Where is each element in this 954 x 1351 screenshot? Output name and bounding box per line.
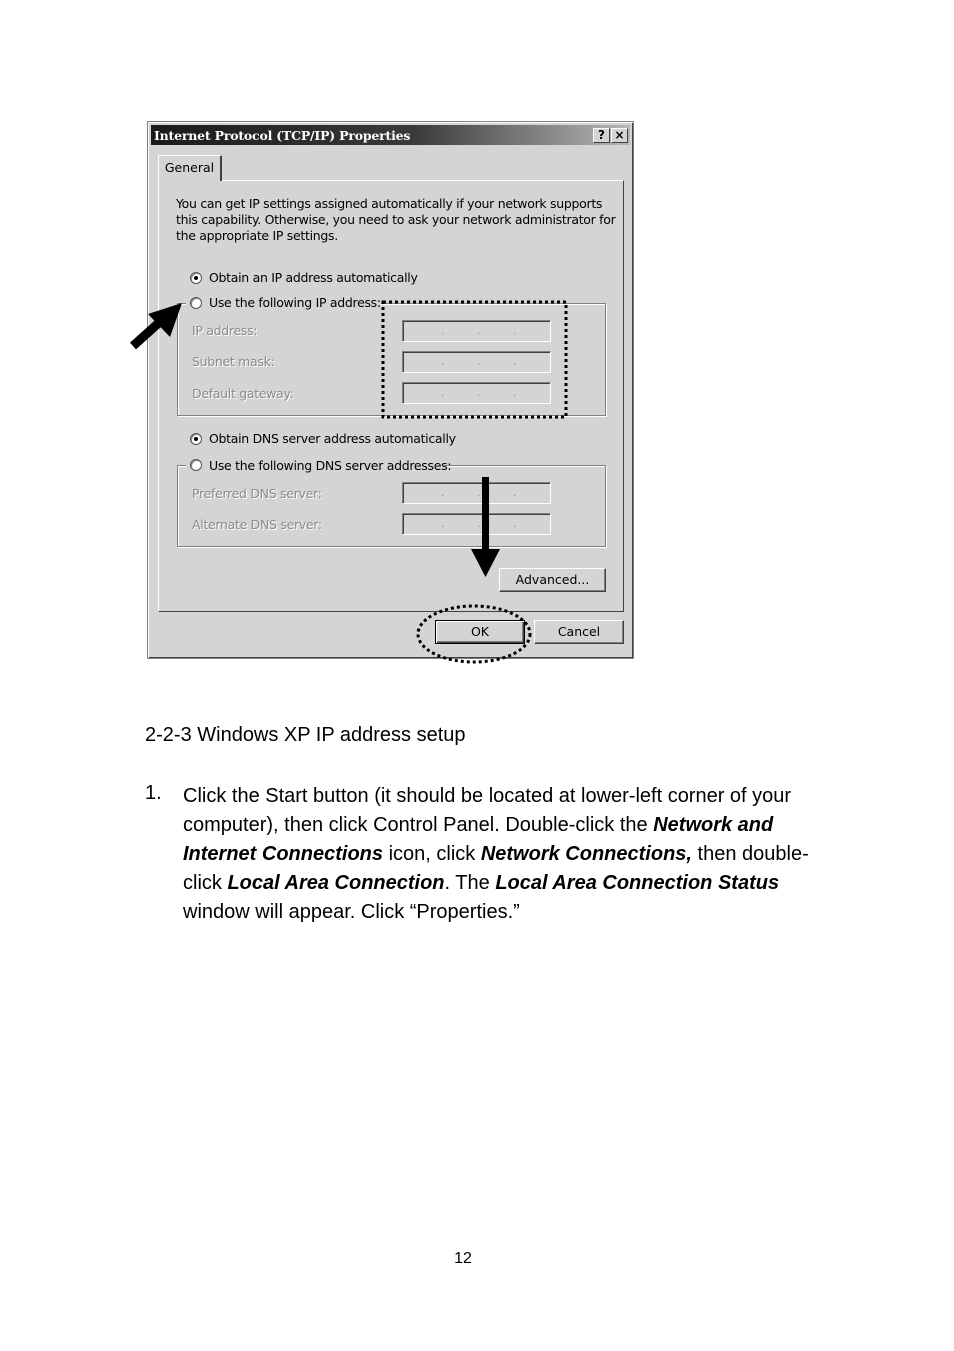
alternate-dns-field[interactable]: . . . <box>402 513 551 535</box>
close-button[interactable] <box>611 128 628 143</box>
advanced-button[interactable]: Advanced... <box>499 568 606 592</box>
step-emphasis: Network and Internet Connections <box>183 814 774 865</box>
ip-address-label: IP address: <box>192 323 258 338</box>
dns-auto-label[interactable]: Obtain DNS server address automatically <box>209 431 456 446</box>
default-gateway-label: Default gateway: <box>192 386 294 401</box>
preferred-dns-label: Preferred DNS server: <box>192 486 322 501</box>
dialog-title: Internet Protocol (TCP/IP) Properties <box>154 128 411 143</box>
section-heading: 2-2-3 Windows XP IP address setup <box>145 724 466 746</box>
ip-auto-label[interactable]: Obtain an IP address automatically <box>209 270 418 285</box>
dns-auto-radio[interactable] <box>190 433 202 445</box>
step-emphasis: Network Connections, <box>480 843 692 865</box>
default-gateway-field[interactable]: . . . <box>402 382 551 404</box>
subnet-mask-field[interactable]: . . . <box>402 351 551 373</box>
help-button[interactable]: ? <box>593 128 610 143</box>
preferred-dns-field[interactable]: . . . <box>402 482 551 504</box>
intro-text <box>176 196 615 244</box>
subnet-mask-label: Subnet mask: <box>192 354 275 369</box>
step-emphasis: Local Area Connection Status <box>495 872 780 894</box>
ip-manual-radio[interactable] <box>190 297 202 309</box>
dialog-titlebar <box>151 125 630 145</box>
dns-manual-label[interactable]: Use the following DNS server addresses: <box>209 458 452 473</box>
tcpip-properties-dialog <box>147 121 634 659</box>
step-fragment: Click the Start button (it should be located at lower-left corner of your computer), then click Control Panel. Double-click the <box>183 785 792 836</box>
step-emphasis: Local Area Connection <box>227 872 445 894</box>
ip-auto-radio[interactable] <box>190 272 202 284</box>
ip-manual-label[interactable]: Use the following IP address: <box>209 295 381 310</box>
step-fragment: window will appear. Click “Properties.” <box>183 901 520 923</box>
ip-address-field[interactable]: . . . <box>402 320 551 342</box>
close-icon: × <box>614 128 625 142</box>
step-number: 1. <box>145 782 162 804</box>
intro-line: the appropriate IP settings. <box>176 228 338 243</box>
cancel-button[interactable]: Cancel <box>534 620 624 644</box>
step-text <box>183 782 833 927</box>
step-fragment: . The <box>444 872 496 894</box>
dns-manual-radio[interactable] <box>190 459 202 471</box>
step-fragment: icon, click <box>383 843 481 865</box>
intro-line: You can get IP settings assigned automatically if your network supports <box>176 196 603 211</box>
ok-button[interactable]: OK <box>435 620 525 644</box>
tab-general[interactable]: General <box>158 155 222 181</box>
page-number: 12 <box>454 1250 472 1267</box>
alternate-dns-label: Alternate DNS server: <box>192 517 322 532</box>
intro-line: this capability. Otherwise, you need to ask your network administrator for <box>176 212 616 227</box>
step-fragment: then double-click <box>183 843 809 894</box>
